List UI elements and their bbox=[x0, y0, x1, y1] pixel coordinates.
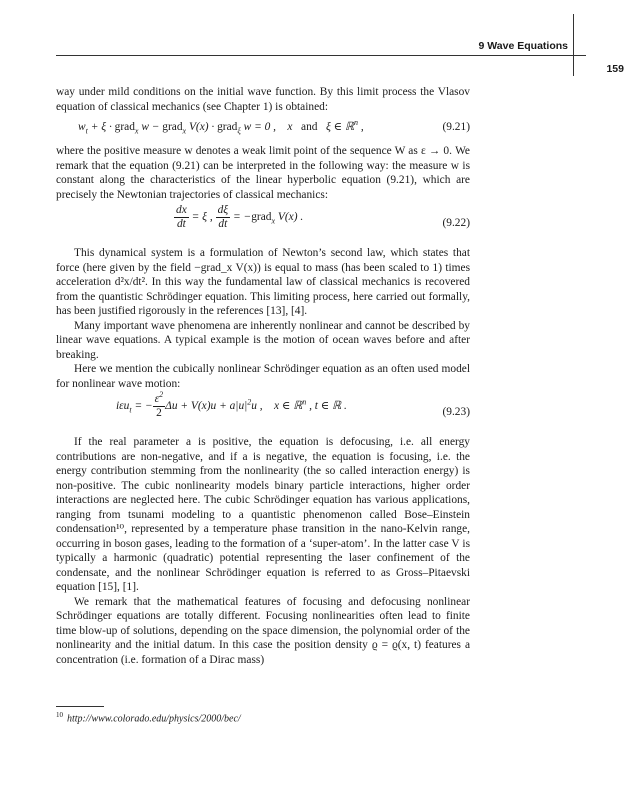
equation-9-22: $\frac{dx}{dt}$ = ξ , $\frac{d\xi}{dt}$ = −grad$_x$ V(x) . (9.22) bbox=[176, 204, 470, 230]
header-horizontal-rule bbox=[56, 55, 586, 56]
main-text bbox=[56, 85, 470, 667]
paragraph-4: Many important wave phenomena are inherently nonlinear and cannot be described by linear wave equations. A typical example is the motion of ocean waves before and after breaking. bbox=[56, 319, 470, 361]
equation-9-23: iεu$_t$ = − $\frac{\varepsilon^2}{2}$ $\Delta u + V(x)u + a|u|^2u$ , x ∈ ℝ$^n$ , t ∈ ℝ . (9.23) bbox=[116, 390, 470, 419]
footnote-rule bbox=[56, 706, 104, 707]
equation-9-21: $w_t + \xi$ · grad$_x$ w − grad$_x$ V(x) · grad$_\xi$ w = 0 , x and ξ ∈ ℝ$^n$ , (9.21) bbox=[78, 118, 470, 136]
equation-number: (9.22) bbox=[442, 217, 470, 229]
page-number: 159 bbox=[606, 63, 624, 75]
paragraph-3: This dynamical system is a formulation of Newton’s second law, which states that force (here given by the field −grad_x V(x)) is equal to mass (has been scaled to 1) times acceleration d²x/dt². In this way the fundamental law of classical mechanics is recovered from the quantistic Schrödinger equation. This limiting process, here carried out formally, has been justified rigorously in the references [13], [4]. bbox=[56, 247, 470, 317]
paragraph-5: Here we mention the cubically nonlinear Schrödinger equation as an often used model for nonlinear wave motion: bbox=[56, 363, 470, 390]
header-vertical-rule bbox=[573, 14, 574, 76]
footnote-mark: 10 bbox=[56, 711, 63, 719]
equation-number: (9.23) bbox=[442, 406, 470, 418]
equation-number: (9.21) bbox=[442, 121, 470, 133]
paragraph-7: We remark that the mathematical features of focusing and defocusing nonlinear Schrödinger equations are totally different. Focusing nonlinearities often lead to finite time blow-up of solutions, depending on the space dimension, the polynomial order of the nonlinearity and the initial datum. In this case the position density ϱ = ϱ(x, t) features a concentration (i.e. formation of a Dirac mass) bbox=[56, 595, 470, 666]
running-head-chapter: 9 Wave Equations bbox=[478, 40, 568, 52]
paragraph-2: where the positive measure w denotes a weak limit point of the sequence W as ε → 0. We remark that the equation (9.21) can be interpreted in the following way: the measure w is constant along the characteristics of the linear hyperbolic equation (9.21), which are precisely the Newtonian trajectories of classical mechanics: bbox=[56, 145, 470, 201]
footnote bbox=[56, 711, 241, 724]
paragraph-6: If the real parameter a is positive, the equation is defocusing, i.e. all energy contributions are non-negative, and if a is negative, the equation is focusing, i.e. the energy contribution stemming from the nonlinearity (the so called interaction energy) is non-positive. The cubic nonlinearity models binary particle interactions, higher order interactions are neglected here. The cubic Schrödinger equation has various applications, ranging from tsunami modeling to a quantistic phenomenon called Bose–Einstein condensation¹⁰, represented by a temperature phase transition in the nano-Kelvin range, occurring in boson gases, leading to the formation of a ‘super-atom’. In the latter case V is typically a harmonic (quadratic) potential representing the laser confinement of the condensate, and the nonlinear Schrödinger equation is referred to as Gross–Pitaevski equation [15], [1]. bbox=[56, 436, 470, 593]
paragraph-1: way under mild conditions on the initial wave function. By this limit process the Vlasov equation of classical mechanics (see Chapter 1) is obtained: bbox=[56, 86, 470, 113]
footnote-url[interactable]: http://www.colorado.edu/physics/2000/bec/ bbox=[67, 713, 241, 725]
